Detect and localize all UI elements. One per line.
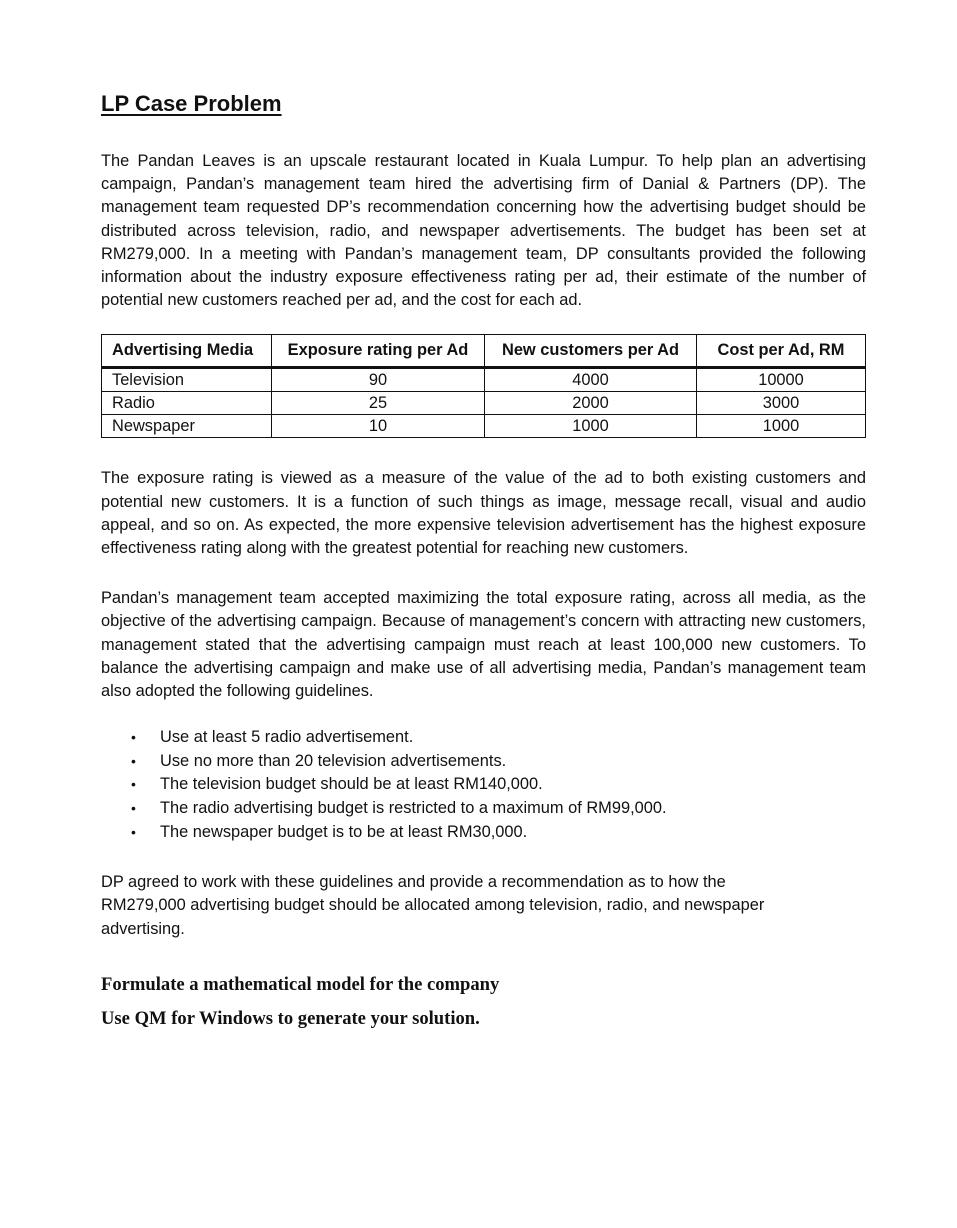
cell-cost: 10000 <box>697 368 866 392</box>
cell-exposure: 10 <box>272 415 485 438</box>
header-advertising-media: Advertising Media <box>102 335 272 368</box>
cell-cost: 1000 <box>697 415 866 438</box>
bullet-icon: • <box>131 729 136 746</box>
guideline-text: The television budget should be at least RM140,000. <box>160 775 543 794</box>
guideline-text: Use at least 5 radio advertisement. <box>160 728 414 747</box>
bullet-icon: • <box>131 800 136 817</box>
list-item <box>101 726 866 750</box>
cell-exposure: 25 <box>272 392 485 415</box>
agreed-paragraph: DP agreed to work with these guidelines and provide a recommendation as to how the RM279,000 advertising budget should be allocated among television, radio, and newspaper advertising. <box>101 873 765 938</box>
table-row <box>102 415 866 438</box>
guideline-text: Use no more than 20 television advertisements. <box>160 751 507 770</box>
cell-media: Television <box>102 368 272 392</box>
list-item <box>101 773 866 797</box>
intro-paragraph: The Pandan Leaves is an upscale restaurant located in Kuala Lumpur. To help plan an advertising campaign, Pandan’s management team hired the advertising firm of Danial & Partners (DP). The management team requested DP’s recommendation concerning how the advertising budget should be distributed across television, radio, and newspaper advertisements. The budget has been set at RM279,000. In a meeting with Pandan’s management team, DP consultants provided the following information about the industry exposure effectiveness rating per ad, their estimate of the number of potential new customers reached per ad, and the cost for each ad. <box>101 152 866 310</box>
objective-paragraph: Pandan’s management team accepted maximizing the total exposure rating, across all media, as the objective of the advertising campaign. Because of management’s concern with attracting new customers, management stated that the advertising campaign must reach at least 100,000 new customers. To balance the advertising campaign and make use of all advertising media, Pandan’s management team also adopted the following guidelines. <box>101 589 866 701</box>
guideline-text: The radio advertising budget is restricted to a maximum of RM99,000. <box>160 799 667 818</box>
task-qm-solution: Use QM for Windows to generate your solution. <box>101 1007 480 1029</box>
cell-cost: 3000 <box>697 392 866 415</box>
cell-new-customers: 4000 <box>485 368 697 392</box>
table-header-row <box>102 335 866 368</box>
header-exposure-rating: Exposure rating per Ad <box>272 335 485 368</box>
page-title: LP Case Problem <box>101 91 282 116</box>
advertising-media-table <box>101 334 866 438</box>
task-formulate-model: Formulate a mathematical model for the company <box>101 973 500 995</box>
cell-media: Radio <box>102 392 272 415</box>
cell-exposure: 90 <box>272 368 485 392</box>
bullet-icon: • <box>131 823 136 840</box>
document-page <box>101 88 866 1031</box>
list-item <box>101 797 866 821</box>
table-row <box>102 368 866 392</box>
table-row <box>102 392 866 415</box>
list-item <box>101 750 866 774</box>
list-item <box>101 821 866 845</box>
cell-media: Newspaper <box>102 415 272 438</box>
bullet-icon: • <box>131 776 136 793</box>
header-cost-per-ad: Cost per Ad, RM <box>697 335 866 368</box>
guidelines-list <box>101 726 866 844</box>
bullet-icon: • <box>131 752 136 769</box>
guideline-text: The newspaper budget is to be at least RM30,000. <box>160 822 528 841</box>
exposure-paragraph: The exposure rating is viewed as a measure of the value of the ad to both existing customers and potential new customers. It is a function of such things as image, message recall, visual and audio appeal, and so on. As expected, the more expensive television advertisement has the highest exposure effectiveness rating along with the greatest potential for reaching new customers. <box>101 469 866 558</box>
cell-new-customers: 2000 <box>485 392 697 415</box>
cell-new-customers: 1000 <box>485 415 697 438</box>
header-new-customers: New customers per Ad <box>485 335 697 368</box>
